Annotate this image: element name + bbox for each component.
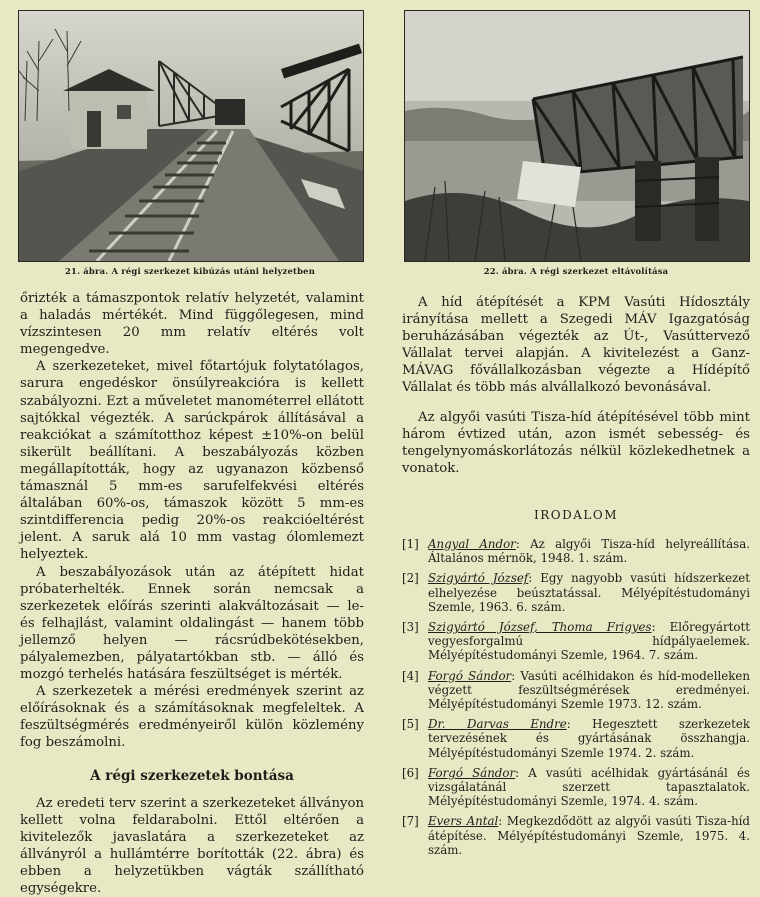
figure-22-caption: 22. ábra. A régi szerkezet eltávolítása	[483, 266, 669, 276]
reference-item: [7] Evers Antal: Megkezdődött az algyői vasúti Tisza-híd átépítése. Mélyépítéstudományi Szemle, 1975. 4. szám.	[402, 814, 750, 857]
reference-text: Megkezdődött az algyői vasúti Tisza-híd átépítése. Mélyépítéstudományi Szemle, 1975. 4. szám.	[428, 814, 750, 857]
reference-number: [4]	[402, 668, 419, 683]
reference-item: [3] Szigyártó József, Thoma Frigyes: Előregyártott vegyesforgalmú hídpályaelemek. Mélyépítéstudományi Szemle, 1964. 7. szám.	[402, 620, 750, 663]
reference-text: Egy nagyobb vasúti hídszerkezet elhelyezése beúsztatással. Mélyépítéstudományi Szemle, 1963. 6. szám.	[428, 571, 751, 614]
reference-author: Dr. Darvas Endre	[428, 717, 567, 732]
references-heading: IRODALOM	[534, 507, 618, 522]
paragraph: A szerkezetek a mérési eredmények szerint az előírásoknak és a számításoknak megfeleltek. A feszültségmérés eredményeiről külön közlemény fog beszámolni.	[20, 684, 364, 751]
reference-author: Szigyártó József	[428, 571, 529, 586]
reference-item: [2] Szigyártó József: Egy nagyobb vasúti hídszerkezet elhelyezése beúsztatással. Mélyépítéstudományi Szemle, 1963. 6. szám.	[402, 571, 751, 614]
reference-text: Hegesztett szerkezetek tervezésének és gyártásának összhangja. Mélyépítéstudományi Szemle 1974. 2. szám.	[428, 717, 750, 760]
reference-text: A vasúti acélhidak gyártásánál és vizsgálatánál szerzett tapasztalatok. Mélyépítéstudományi Szemle, 1974. 4. szám.	[428, 765, 750, 809]
reference-item: [1] Angyal Andor: Az algyői Tisza-híd helyreállítása. Általános mérnök, 1948. 1. szám.	[402, 537, 750, 566]
reference-number: [1]	[402, 537, 419, 552]
reference-item: [5] Dr. Darvas Endre: Hegesztett szerkezetek tervezésének és gyártásának összhangja. Mélyépítéstudományi Szemle 1974. 2. szám.	[402, 717, 750, 760]
paragraph: A híd átépítését a KPM Vasúti Hídosztály irányítása mellett a Szegedi MÁV Igazgatóság beruházásában végezték az Út-, Vasúttervező Vállalat tervei alapján. A kivitelezést a Ganz-MÁVAG fővállalkozásban végezte a Hídépítő Vállalat és több más alvállalkozó bevonásával.	[402, 295, 750, 396]
reference-text: Az algyői Tisza-híd helyreállítása. Általános mérnök, 1948. 1. szám.	[428, 537, 750, 566]
figure-21-caption: 21. ábra. A régi szerkezet kibúzás utáni helyzetben	[65, 266, 315, 276]
reference-author: Forgó Sándor	[428, 668, 512, 683]
reference-text: Előregyártott vegyesforgalmú hídpályaelemek. Mélyépítéstudományi Szemle, 1964. 7. szám.	[428, 620, 750, 663]
paragraph: A beszabályozások után az átépített hidat próbaterhelték. Ennek során nemcsak a szerkezetek előírás szerinti alakváltozásait — le- és felhajlást, valamint oldalingást — hanem több jellemző helyen — rácsrúdbekötésekben, pályalemezben, pályatartókban stb. — álló és mozgó terhelés hatására feszültséget is mérték.	[20, 564, 364, 683]
reference-item: [4] Forgó Sándor: Vasúti acélhidakon és híd-modelleken végzett feszültségmérések eredményei. Mélyépítéstudományi Szemle 1973. 12. szám.	[402, 668, 750, 712]
figure-22-photo	[404, 10, 750, 262]
reference-number: [5]	[402, 717, 419, 732]
paragraph: Az algyői vasúti Tisza-híd átépítésével több mint három évtized után, azon ismét sebesség- és tengelynyomáskorlátozás nélkül közlekedhetnek a vonatok.	[402, 409, 750, 476]
reference-item: [6] Forgó Sándor: A vasúti acélhidak gyártásánál és vizsgálatánál szerzett tapasztalatok. Mélyépítéstudományi Szemle, 1974. 4. szám.	[402, 765, 750, 809]
paragraph: Az eredeti terv szerint a szerkezeteket állványon kellett volna feldarabolni. Ettől eltérően a kivitelezők javaslatára a szerkezeteket az állványról a hullámtérre borították (22. ábra) és ebben a helyzetükben vágták szállítható egységekre.	[20, 795, 364, 897]
left-column	[20, 290, 364, 897]
paragraph: A szerkezeteket, mivel főtartójuk folytatólagos, sarura engedéskor önsúlyreakcióra is kellett szabályozni. Ezt a műveletet manométerrel ellátott sajtókkal végezték. A sarúckpárok állításával a reakciókat a számítotthoz képest ±10%-on belül sikerült beállítani. A beszabályozás közben megállapították, hogy az ugyanazon közbenső támasznál 5 mm-es sarufelfekvési eltérés általában 60%-os, támaszok között 5 mm-es szintdifferencia pedig 20%-os reakcióeltérést jelent. A saruk alá 10 mm vastag ólomlemezt helyeztek.	[20, 359, 364, 563]
section-heading: A régi szerkezetek bontása	[90, 767, 294, 784]
reference-number: [6]	[402, 765, 419, 780]
reference-text: Vasúti acélhidakon és híd-modelleken végzett feszültségmérések eredményei. Mélyépítéstudományi Szemle 1973. 12. szám.	[428, 668, 750, 712]
reference-author: Szigyártó József, Thoma Frigyes	[428, 620, 652, 635]
paragraph-gap	[402, 397, 750, 409]
reference-number: [7]	[402, 814, 419, 829]
reference-author: Evers Antal	[428, 814, 499, 829]
reference-number: [2]	[402, 571, 419, 586]
figure-21-photo	[18, 10, 364, 262]
reference-author: Forgó Sándor	[428, 765, 516, 780]
right-column	[402, 294, 750, 863]
paragraph: őrizték a támaszpontok relatív helyzetét, valamint a haladás mértékét. Mind függőlegesen, mind vízszintesen 20 mm relatív eltérés volt megengedve.	[20, 291, 364, 358]
reference-number: [3]	[402, 620, 419, 635]
reference-author: Angyal Andor	[428, 537, 516, 552]
